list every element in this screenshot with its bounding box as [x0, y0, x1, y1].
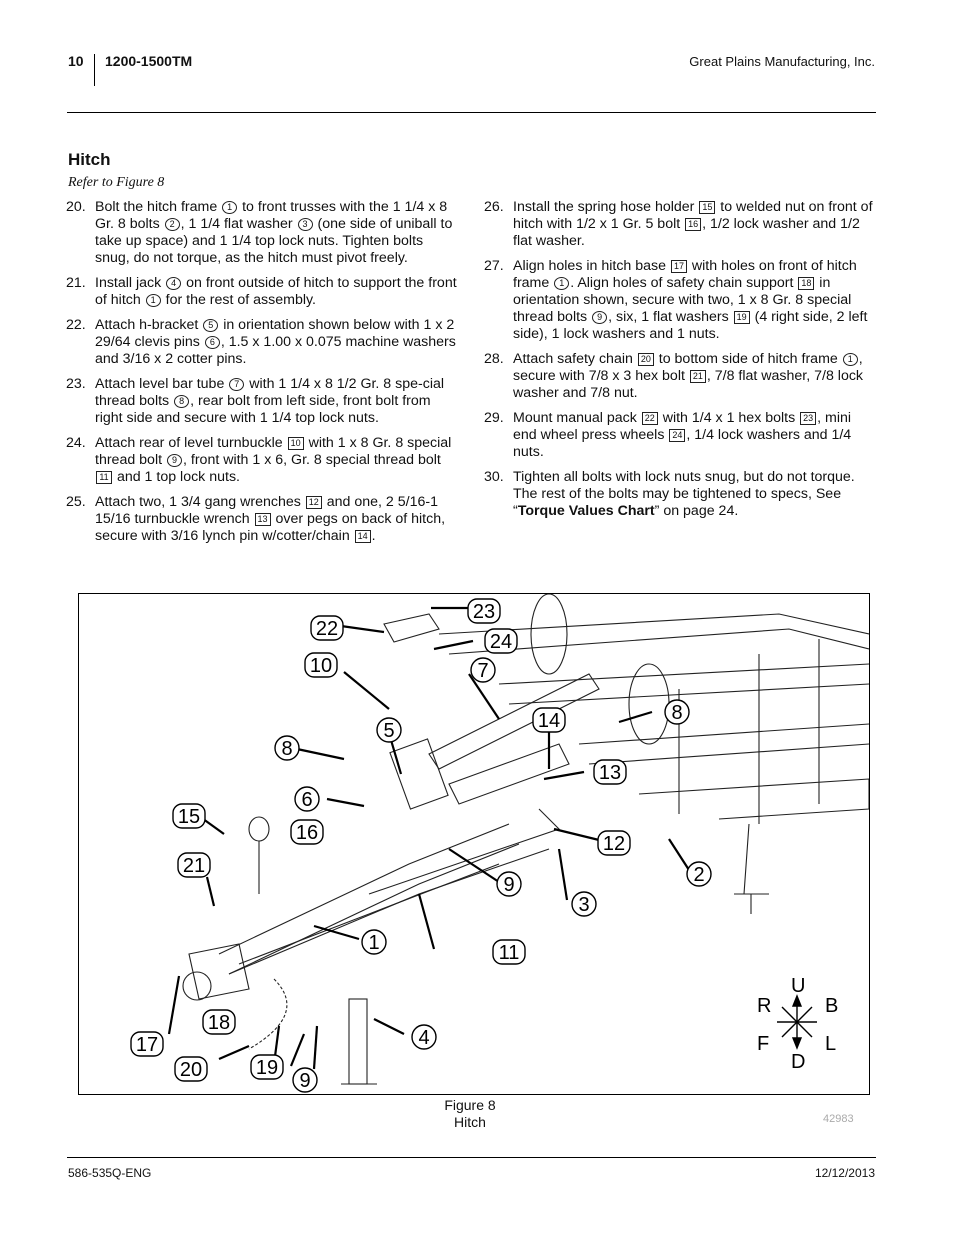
figure-caption-number: Figure 8 [444, 1097, 496, 1113]
compass-down: D [791, 1051, 806, 1073]
callout-8 [275, 736, 299, 760]
callout-4 [412, 1025, 436, 1049]
callout-label: 8 [671, 702, 683, 724]
step-number: 26. [484, 199, 504, 215]
section-title: Hitch [68, 150, 111, 169]
step-number: 24. [66, 435, 86, 451]
step-number: 21. [66, 275, 86, 291]
callout-15 [173, 804, 205, 828]
callout-23 [468, 599, 500, 623]
callout-9 [293, 1068, 317, 1092]
callout-17 [131, 1032, 163, 1056]
header-divider [94, 54, 95, 86]
step-number: 25. [66, 494, 86, 510]
steps-left-column [66, 199, 458, 553]
doc-date: 12/12/2013 [814, 1166, 875, 1180]
callout-label: 8 [281, 738, 293, 760]
step-number: 29. [484, 410, 504, 426]
step-item [66, 435, 458, 486]
callout-label: 9 [503, 874, 515, 896]
callout-label: 19 [255, 1057, 279, 1079]
step-item [66, 275, 458, 309]
step-text: Install the spring hose holder 15 to welded nut on front of hitch with 1/2 x 1 Gr. 5 bolt 16 , 1/2 lock washer and 1/2 flat washer. [513, 199, 873, 249]
step-text: Install jack 4 on front outside of hitch to support the front of hitch 1 for the rest of assembly. [95, 275, 457, 308]
company-name: Great Plains Manufacturing, Inc. [689, 54, 875, 69]
figure-hitch-diagram [78, 593, 870, 1095]
callout-2 [687, 862, 711, 886]
callout-18 [203, 1010, 235, 1034]
step-number: 23. [66, 376, 86, 392]
step-item [484, 258, 876, 343]
callout-19 [251, 1055, 283, 1079]
callout-10 [305, 653, 337, 677]
callout-label: 21 [182, 855, 206, 877]
step-item [66, 494, 458, 545]
compass-front: F [757, 1033, 770, 1055]
callout-20 [175, 1057, 207, 1081]
callout-label: 5 [383, 720, 395, 742]
step-text: Attach safety chain 20 to bottom side of hitch frame 1 , secure with 7/8 x 3 hex bolt 21 , 7/8 flat washer, 7/8 lock washer and 7/8 nut. [513, 351, 864, 401]
step-number: 22. [66, 317, 86, 333]
step-text: Attach h-bracket 5 in orientation shown below with 1 x 2 29/64 clevis pins 6 , 1.5 x 1.00 x 0.075 machine washers and 3/16 x 2 cotter pins. [95, 317, 456, 367]
callout-8 [665, 700, 689, 724]
figure-reference: Refer to Figure 8 [68, 175, 165, 190]
callout-3 [572, 892, 596, 916]
steps-right-column [484, 199, 876, 528]
callout-label: 10 [309, 655, 333, 677]
callout-6 [295, 787, 319, 811]
callout-16 [291, 820, 323, 844]
header-rule [67, 112, 876, 113]
callout-label: 6 [301, 789, 313, 811]
callout-label: 23 [472, 601, 496, 623]
callout-labels [131, 599, 711, 1092]
step-number: 20. [66, 199, 86, 215]
page-number: 10 [68, 53, 84, 69]
callout-label: 11 [498, 942, 520, 964]
callout-5 [377, 718, 401, 742]
callout-14 [533, 708, 565, 732]
callout-13 [594, 760, 626, 784]
callout-9 [497, 872, 521, 896]
step-item [484, 351, 876, 402]
figure-caption-title: Hitch [454, 1114, 486, 1130]
hitch-drawing [79, 594, 869, 1094]
drawing-id: 42983 [823, 1113, 854, 1125]
step-text: Bolt the hitch frame 1 to front trusses with the 1 1/4 x 8 Gr. 8 bolts 2 , 1 1/4 flat washer 3 (one side of uniball to take up space) and 1 1/4 top lock nuts. Tighten bolts snug, do not torque, as the hitch must pivot freely. [95, 199, 453, 266]
step-item [484, 410, 876, 461]
callout-label: 7 [477, 660, 489, 682]
callout-label: 12 [602, 833, 626, 855]
compass-right: R [757, 995, 772, 1017]
step-text: Align holes in hitch base 17 with holes on front of hitch frame 1 . Align holes of safety chain support 18 in orientation shown, secure with two, 1 x 8 Gr. 8 special thread bolts 9 , six, 1 flat washers 19 (4 right side, 2 left side), 1 lock washers and 1 nuts. [513, 258, 868, 342]
compass-up: U [791, 975, 806, 997]
step-text: Attach rear of level turnbuckle 10 with 1 x 8 Gr. 8 special thread bolt 9 , front with 1 x 6, Gr. 8 special thread bolt 11 and 1 top lock nuts. [95, 435, 452, 485]
callout-label: 3 [578, 894, 590, 916]
step-number: 30. [484, 469, 504, 485]
callout-label: 16 [295, 822, 319, 844]
callout-24 [485, 629, 517, 653]
orientation-compass [757, 975, 838, 1073]
callout-label: 4 [418, 1027, 430, 1049]
compass-back: B [825, 995, 839, 1017]
callout-label: 18 [207, 1012, 231, 1034]
step-number: 28. [484, 351, 504, 367]
callout-11 [493, 940, 525, 964]
step-text: Mount manual pack 22 with 1/4 x 1 hex bolts 23 , mini end wheel press wheels 24 , 1/4 lock washers and 1/4 nuts. [513, 410, 852, 460]
footer-rule [67, 1157, 876, 1158]
callout-label: 15 [177, 806, 201, 828]
model-name: 1200-1500TM [105, 53, 193, 69]
step-number: 27. [484, 258, 504, 274]
callout-label: 14 [537, 710, 561, 732]
callout-label: 20 [179, 1059, 203, 1081]
step-text: Attach two, 1 3/4 gang wrenches 12 and one, 2 5/16-1 15/16 turnbuckle wrench 13 over pegs on back of hitch, secure with 3/16 lynch pin w/cotter/chain 14 . [95, 494, 446, 544]
step-item [484, 469, 876, 520]
callout-label: 13 [598, 762, 622, 784]
doc-number: 586-535Q-ENG [68, 1166, 152, 1180]
callout-label: 22 [315, 618, 339, 640]
step-text: Attach level bar tube 7 with 1 1/4 x 8 1/2 Gr. 8 spe-cial thread bolts 8 , rear bolt from left side, front bolt from right side and secure with 1 1/4 top lock nuts. [95, 376, 445, 426]
callout-label: 1 [368, 932, 380, 954]
step-item [484, 199, 876, 250]
step-item [66, 199, 458, 267]
step-item [66, 317, 458, 368]
step-text: Tighten all bolts with lock nuts snug, but do not torque. The rest of the bolts may be tightened to specs, See “Torque Values Chart” on page 24. [513, 469, 855, 519]
callout-label: 24 [489, 631, 513, 653]
callout-12 [598, 831, 630, 855]
compass-left: L [825, 1033, 837, 1055]
callout-label: 9 [299, 1070, 311, 1092]
callout-label: 17 [135, 1034, 159, 1056]
callout-label: 2 [693, 864, 705, 886]
callout-7 [471, 658, 495, 682]
step-item [66, 376, 458, 427]
callout-22 [311, 616, 343, 640]
callout-21 [178, 853, 210, 877]
callout-1 [362, 930, 386, 954]
